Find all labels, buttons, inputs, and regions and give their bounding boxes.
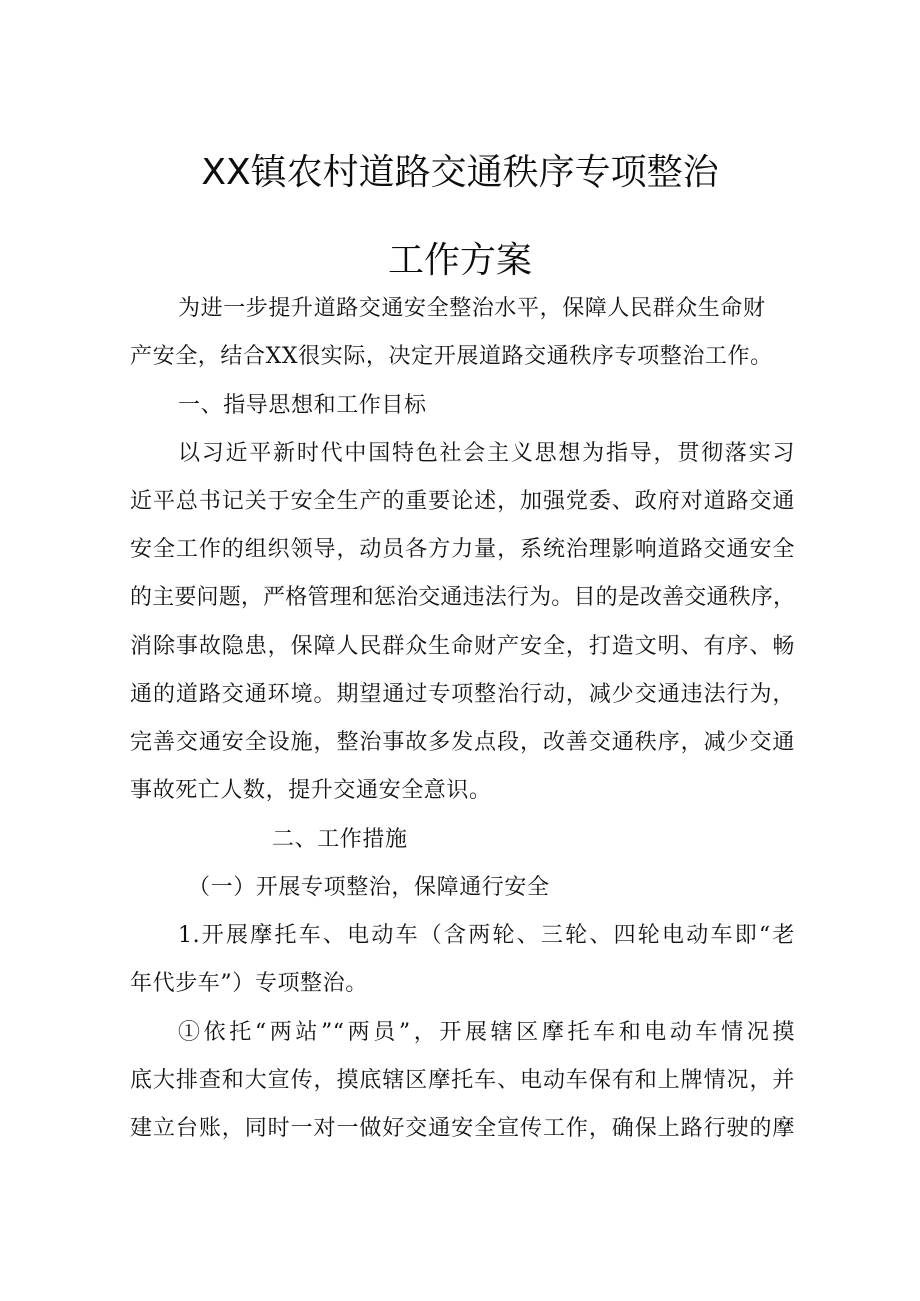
paragraph-line: 的主要问题，严格管理和惩治交通违法行为。目的是改善交通秩序， — [130, 585, 795, 610]
paragraph-line: 事故死亡人数，提升交通安全意识。 — [130, 778, 492, 803]
section-heading-2: 二、工作措施 — [272, 827, 408, 852]
paragraph-line: 建立台账，同时一对一做好交通安全宣传工作，确保上路行驶的摩 — [130, 1116, 795, 1141]
subsection-heading: （一）开展专项整治，保障通行安全 — [188, 875, 550, 900]
document-title-line-2: 工作方案 — [387, 240, 532, 281]
paragraph-line: 为进一步提升道路交通安全整治水平，保障人民群众生命财 — [178, 296, 766, 321]
document-title-line-1: XX镇农村道路交通秩序专项整治 — [201, 152, 719, 193]
paragraph-line: 以习近平新时代中国特色社会主义思想为指导，贯彻落实习 — [178, 441, 795, 466]
paragraph-line: 年代步车”）专项整治。 — [130, 971, 368, 996]
section-heading-1: 一、指导思想和工作目标 — [178, 393, 427, 418]
paragraph-line: 通的道路交通环境。期望通过专项整治行动，减少交通违法行为， — [130, 682, 795, 707]
paragraph-line: 底大排查和大宣传，摸底辖区摩托车、电动车保有和上牌情况，并 — [130, 1068, 795, 1093]
paragraph-line: 产安全，结合XX很实际，决定开展道路交通秩序专项整治工作。 — [130, 344, 773, 369]
paragraph-line: 1.开展摩托车、电动车（含两轮、三轮、四轮电动车即“老 — [178, 923, 795, 948]
paragraph-line: 完善交通安全设施，整治事故多发点段，改善交通秩序，减少交通 — [130, 730, 795, 755]
paragraph-line: 近平总书记关于安全生产的重要论述，加强党委、政府对道路交通 — [130, 489, 795, 514]
paragraph-line: 安全工作的组织领导，动员各方力量，系统治理影响道路交通安全 — [130, 537, 795, 562]
paragraph-line: ①依托“两站”“两员”，开展辖区摩托车和电动车情况摸 — [178, 1020, 795, 1045]
paragraph-line: 消除事故隐患，保障人民群众生命财产安全，打造文明、有序、畅 — [130, 634, 795, 659]
